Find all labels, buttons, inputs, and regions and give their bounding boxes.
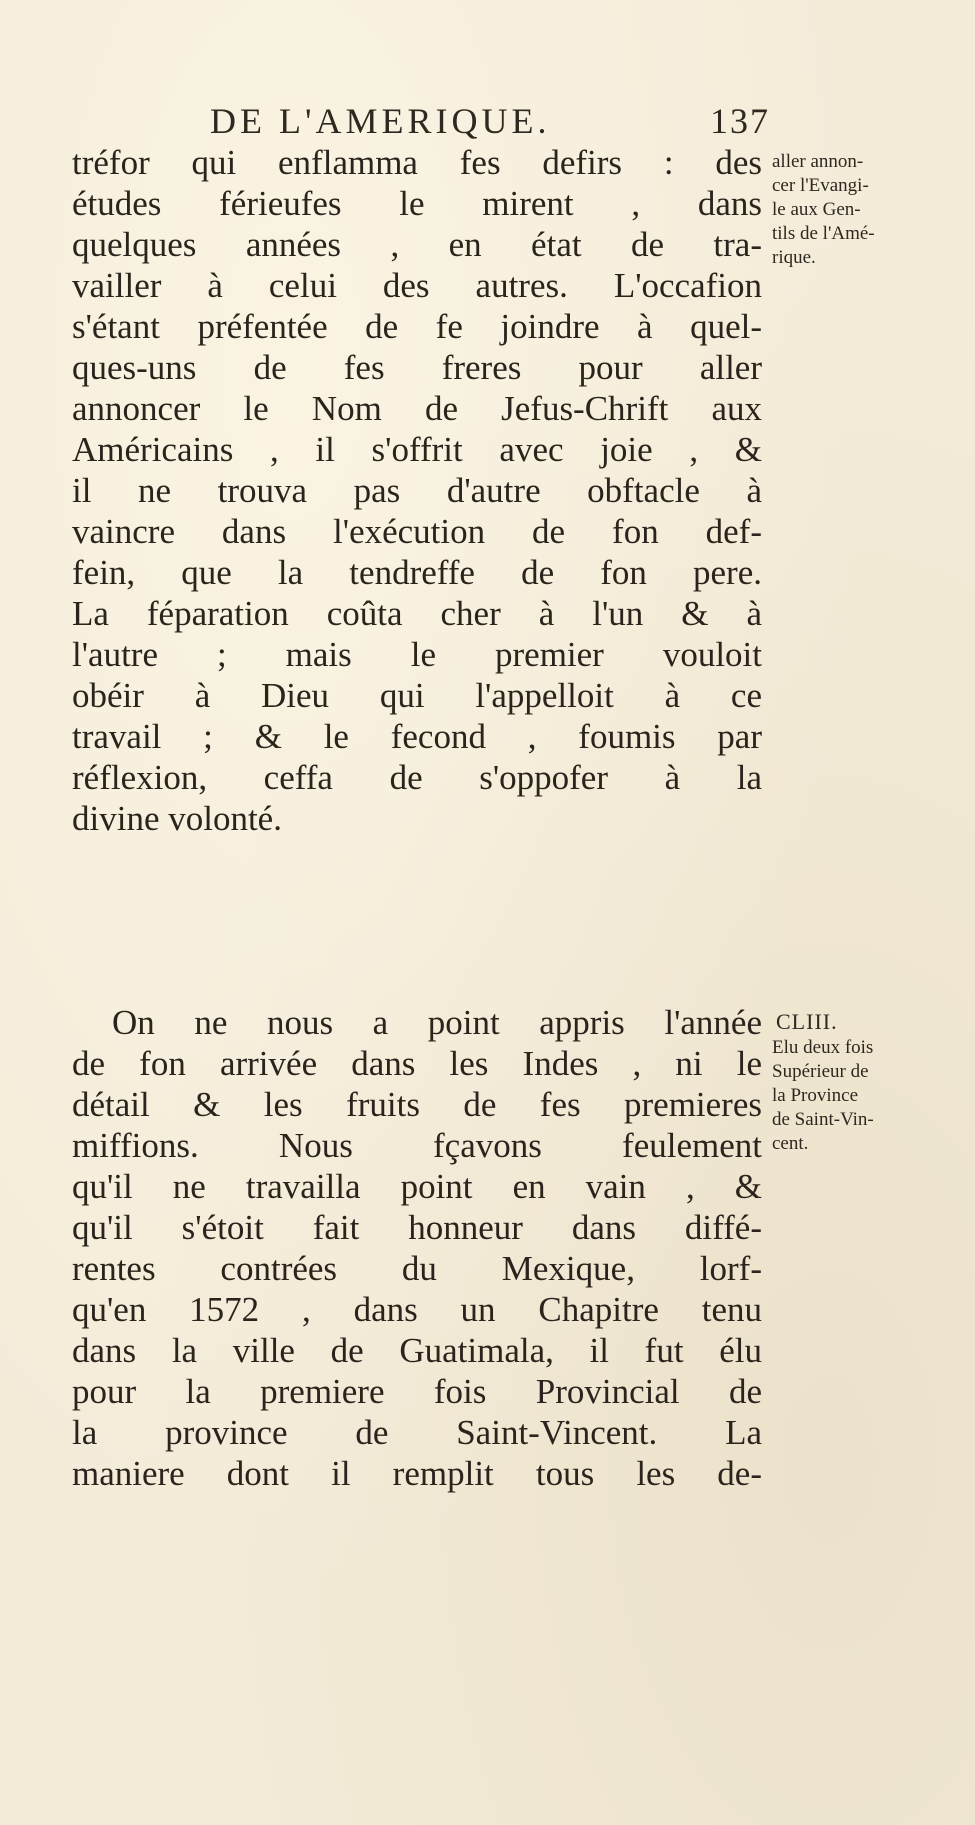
- running-title: DE L'AMERIQUE.: [210, 101, 551, 141]
- paragraph-1: [72, 142, 762, 839]
- text-line: fein, que la tendreffe de fon pere.: [72, 553, 762, 592]
- margin-note-line: aller annon-: [772, 151, 864, 172]
- text-line: quelques années , en état de tra-: [72, 225, 762, 264]
- text-line: miffions. Nous fçavons feulement: [72, 1126, 762, 1165]
- text-line: réflexion, ceffa de s'oppofer à la: [72, 758, 762, 797]
- text-line: divine volonté.: [72, 799, 282, 838]
- text-line: maniere dont il remplit tous les de-: [72, 1454, 762, 1493]
- paragraph-2: [72, 1002, 762, 1494]
- text-line: vailler à celui des autres. L'occafion: [72, 266, 762, 305]
- text-line: tréfor qui enflamma fes defirs : des: [72, 143, 762, 182]
- text-line: qu'en 1572 , dans un Chapitre tenu: [72, 1290, 762, 1329]
- text-line: dans la ville de Guatimala, il fut élu: [72, 1331, 762, 1370]
- text-line: la province de Saint-Vincent. La: [72, 1413, 762, 1452]
- text-line: Américains , il s'offrit avec joie , &: [72, 430, 762, 469]
- text-line: détail & les fruits de fes premieres: [72, 1085, 762, 1124]
- text-line: pour la premiere fois Provincial de: [72, 1372, 762, 1411]
- text-line: On ne nous a point appris l'année: [112, 1003, 762, 1042]
- margin-note-line: Elu deux fois: [772, 1037, 874, 1058]
- margin-note-line: tils de l'Amé-: [772, 223, 875, 244]
- text-line: La féparation coûta cher à l'un & à: [72, 594, 762, 633]
- text-line: ques-uns de fes freres pour aller: [72, 348, 762, 387]
- text-line: l'autre ; mais le premier vouloit: [72, 635, 762, 674]
- text-line: rentes contrées du Mexique, lorf-: [72, 1249, 762, 1288]
- text-line: il ne trouva pas d'autre obftacle à: [72, 471, 762, 510]
- text-line: vaincre dans l'exécution de fon def-: [72, 512, 762, 551]
- text-line: qu'il s'étoit fait honneur dans diffé-: [72, 1208, 762, 1247]
- margin-note-heading: CLIII.: [776, 1009, 838, 1034]
- margin-note-line: Supérieur de: [772, 1061, 869, 1082]
- text-line: s'étant préfentée de fe joindre à quel-: [72, 307, 762, 346]
- page-number: 137: [710, 101, 770, 141]
- text-line: annoncer le Nom de Jefus-Chrift aux: [72, 389, 762, 428]
- text-line: de fon arrivée dans les Indes , ni le: [72, 1044, 762, 1083]
- text-line: obéir à Dieu qui l'appelloit à ce: [72, 676, 762, 715]
- margin-note-2: [772, 1008, 972, 1156]
- margin-note-1: [772, 150, 972, 270]
- text-line: études férieufes le mirent , dans: [72, 184, 762, 223]
- margin-note-line: le aux Gen-: [772, 199, 861, 220]
- margin-note-line: rique.: [772, 247, 816, 268]
- margin-note-line: la Province: [772, 1085, 859, 1106]
- text-line: travail ; & le fecond , foumis par: [72, 717, 762, 756]
- text-line: qu'il ne travailla point en vain , &: [72, 1167, 762, 1206]
- margin-note-line: cer l'Evangi-: [772, 175, 869, 196]
- margin-note-line: cent.: [772, 1133, 809, 1154]
- margin-note-line: de Saint-Vin-: [772, 1109, 874, 1130]
- running-head: [210, 100, 770, 142]
